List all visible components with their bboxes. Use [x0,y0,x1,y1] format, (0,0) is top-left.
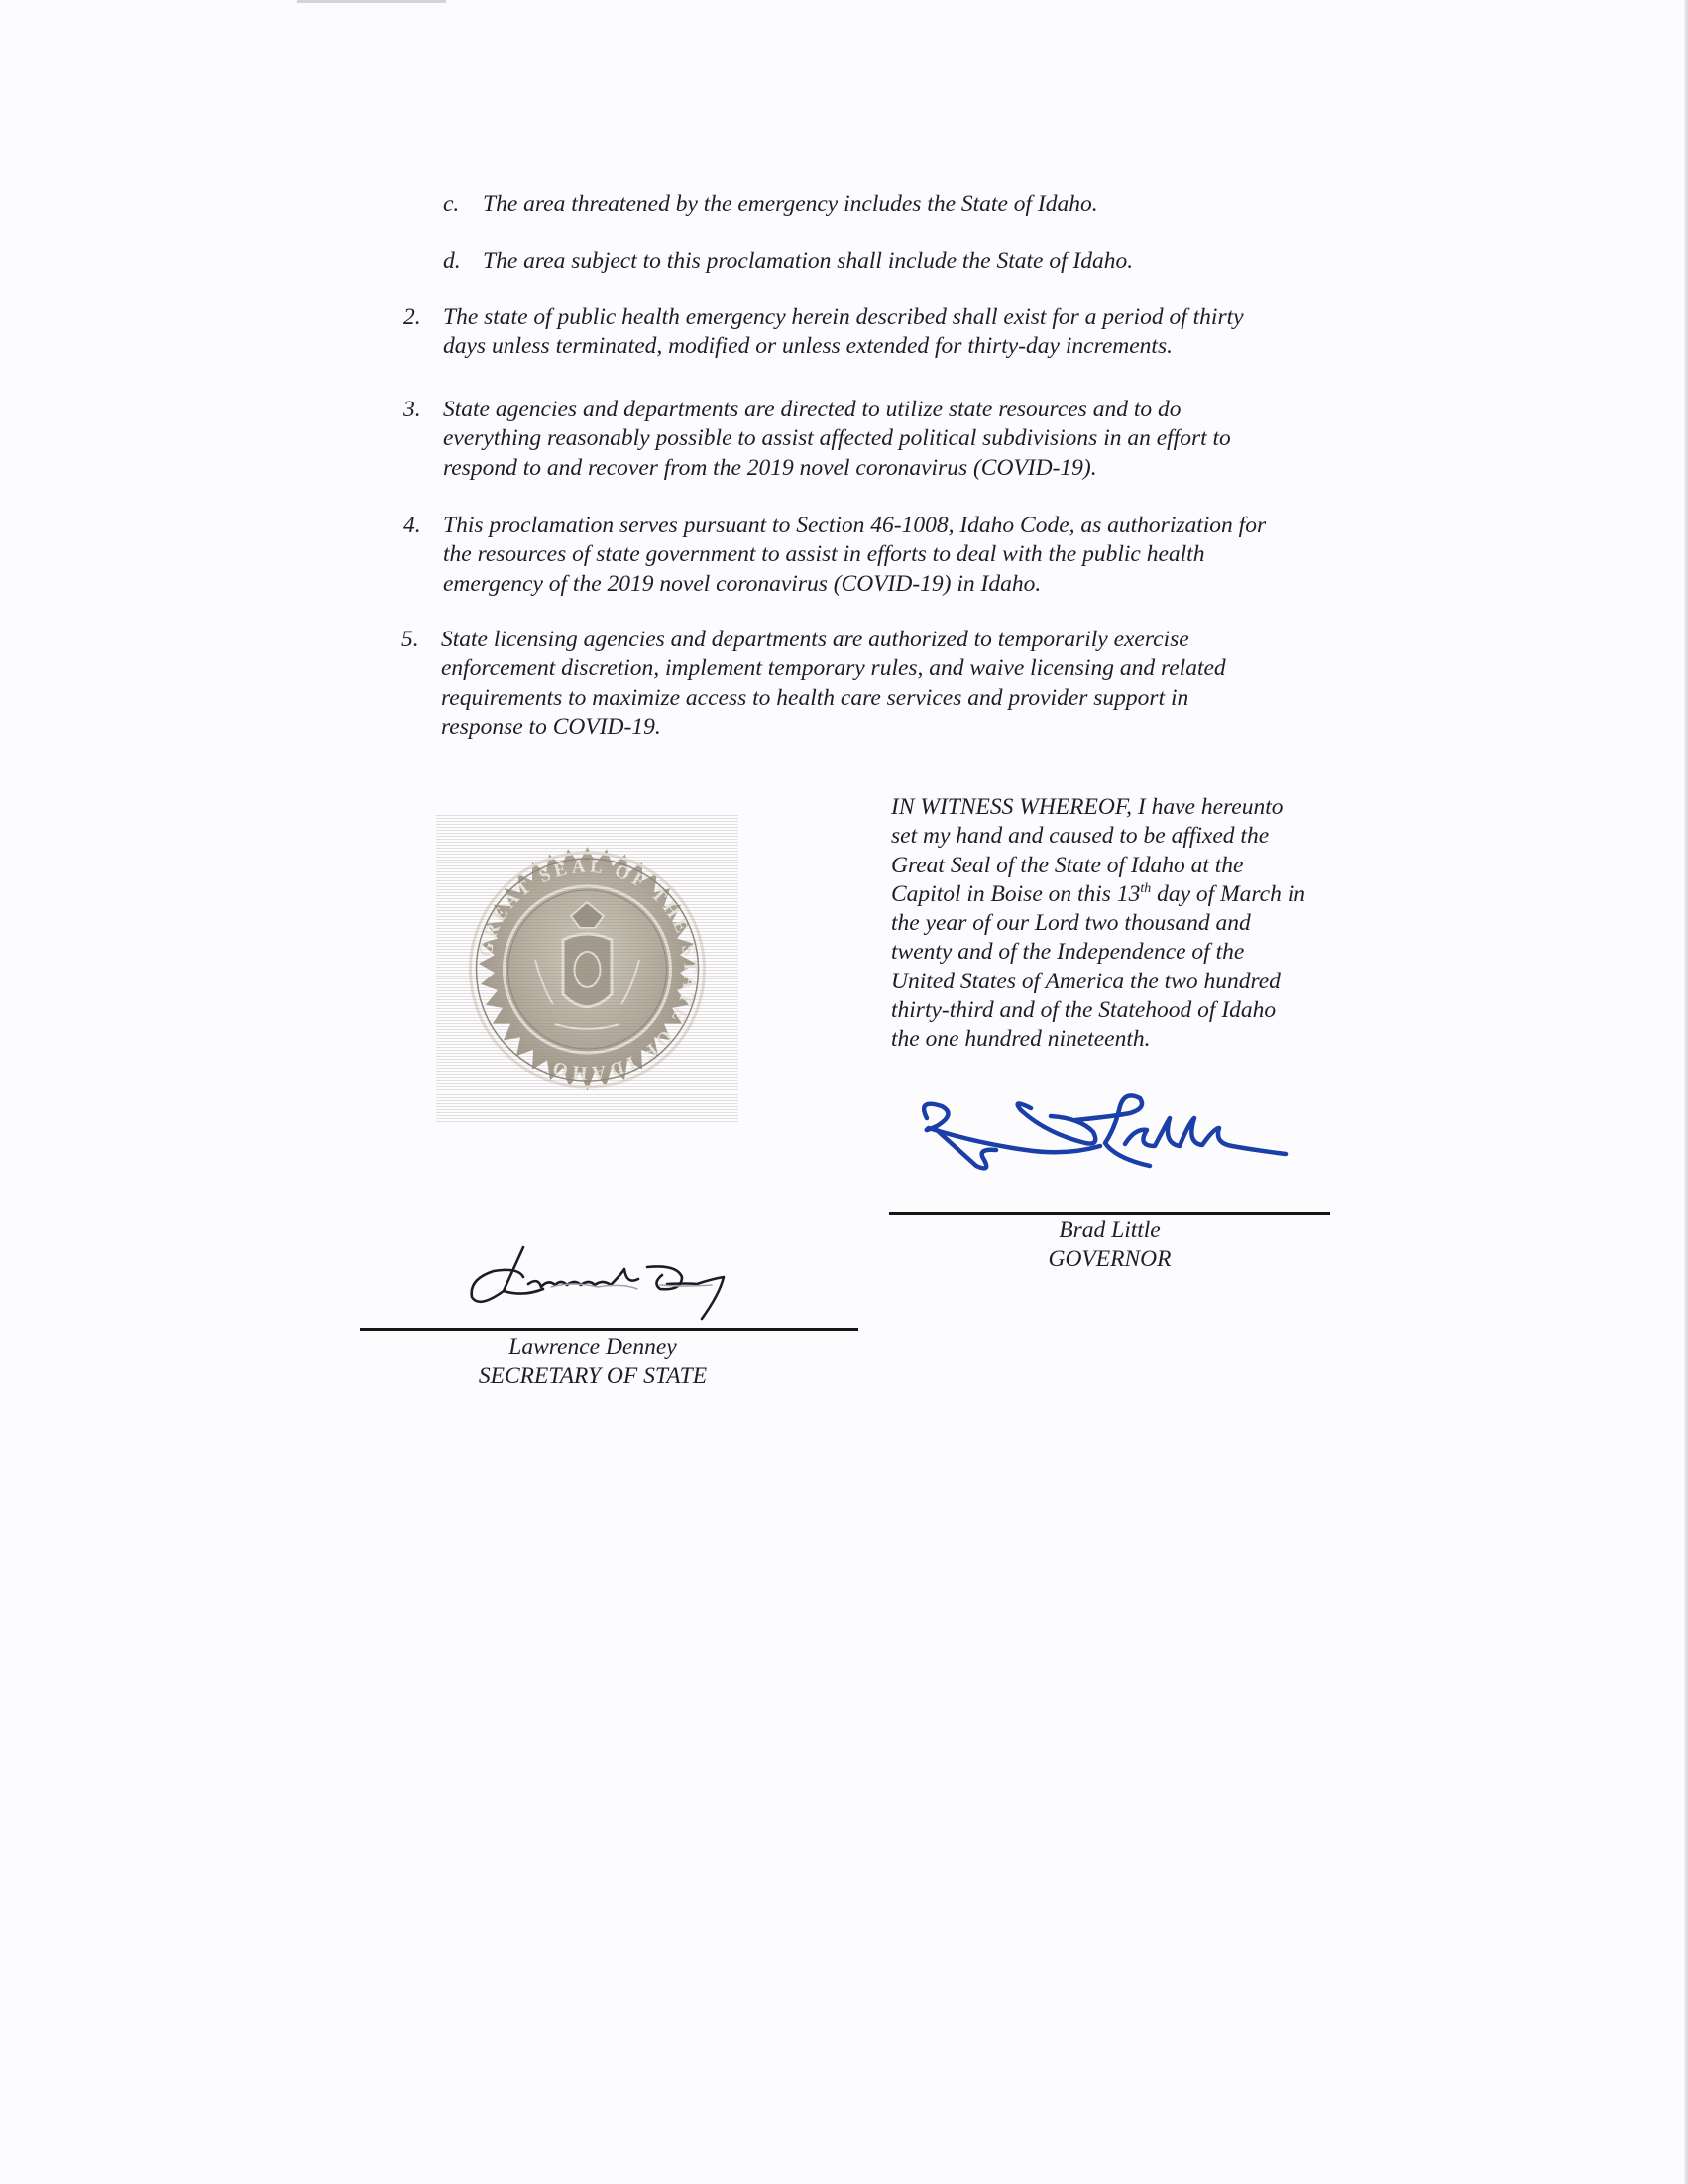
list-item-line: days unless terminated, modified or unless extended for thirty-day increments. [443,333,1173,360]
governor-signature [917,1089,1303,1188]
witness-line: set my hand and caused to be affixed the [891,823,1270,850]
list-item-line: The state of public health emergency herein described shall exist for a period of thirty [443,304,1244,330]
list-marker: 3. [403,397,421,422]
witness-line: twenty and of the Independence of the [891,939,1245,966]
list-marker: 5. [401,627,419,652]
list-item-5 [401,626,1226,742]
ordinal-suffix: th [1140,880,1152,896]
list-item-3 [403,396,1231,483]
secretary-name: Lawrence Denney [508,1334,677,1360]
list-marker: c. [443,191,460,217]
list-marker: 4. [403,513,421,538]
list-marker: 2. [403,304,421,330]
governor-signature-line [889,1212,1330,1215]
list-item-line: the resources of state government to assist in efforts to deal with the public health [443,541,1205,568]
witness-line: the one hundred nineteenth. [891,1026,1151,1053]
governor-title: GOVERNOR [1048,1246,1172,1272]
witness-line: IN WITNESS WHEREOF, I have hereunto [891,794,1284,820]
list-item-line: State licensing agencies and departments are authorized to temporarily exercise [441,627,1189,652]
list-item-d [443,247,1134,276]
secretary-title: SECRETARY OF STATE [478,1363,708,1389]
witness-line [891,880,1357,909]
witness-paragraph [891,793,1357,1055]
list-item-line: response to COVID-19. [441,713,661,740]
list-item-line: respond to and recover from the 2019 novel coronavirus (COVID-19). [443,454,1097,481]
list-item-line: This proclamation serves pursuant to Section 46-1008, Idaho Code, as authorization for [443,513,1267,538]
list-marker: d. [443,248,461,274]
list-item-2 [403,303,1244,362]
list-item-line: emergency of the 2019 novel coronavirus (COVID-19) in Idaho. [443,570,1042,597]
secretary-signature-line [360,1328,858,1331]
secretary-signature [464,1239,741,1323]
witness-line-part: day of March in [1151,880,1306,907]
witness-line: United States of America the two hundred [891,968,1281,994]
list-item-c [443,190,1098,219]
secretary-caption [360,1333,826,1391]
witness-line: the year of our Lord two thousand and [891,910,1251,937]
witness-line: Great Seal of the State of Idaho at the [891,852,1244,878]
scan-artifact [297,0,446,3]
list-item-line: requirements to maximize access to health care services and provider support in [441,684,1189,711]
witness-line: thirty-third and of the Statehood of Idaho [891,997,1277,1024]
list-item-line: everything reasonably possible to assist affected political subdivisions in an effort to [443,425,1231,452]
governor-caption [889,1216,1330,1274]
list-item-line: enforcement discretion, implement temporary rules, and waive licensing and related [441,655,1226,682]
governor-name: Brad Little [1059,1217,1161,1243]
witness-line-part: Capitol in Boise on this 13 [891,880,1141,907]
great-seal-icon [436,815,738,1122]
page-edge [1684,0,1688,2184]
list-item-text: The area subject to this proclamation shall include the State of Idaho. [483,248,1134,274]
list-item-4 [403,512,1267,599]
list-item-text: The area threatened by the emergency includes the State of Idaho. [483,191,1098,217]
list-item-line: State agencies and departments are directed to utilize state resources and to do [443,397,1182,422]
